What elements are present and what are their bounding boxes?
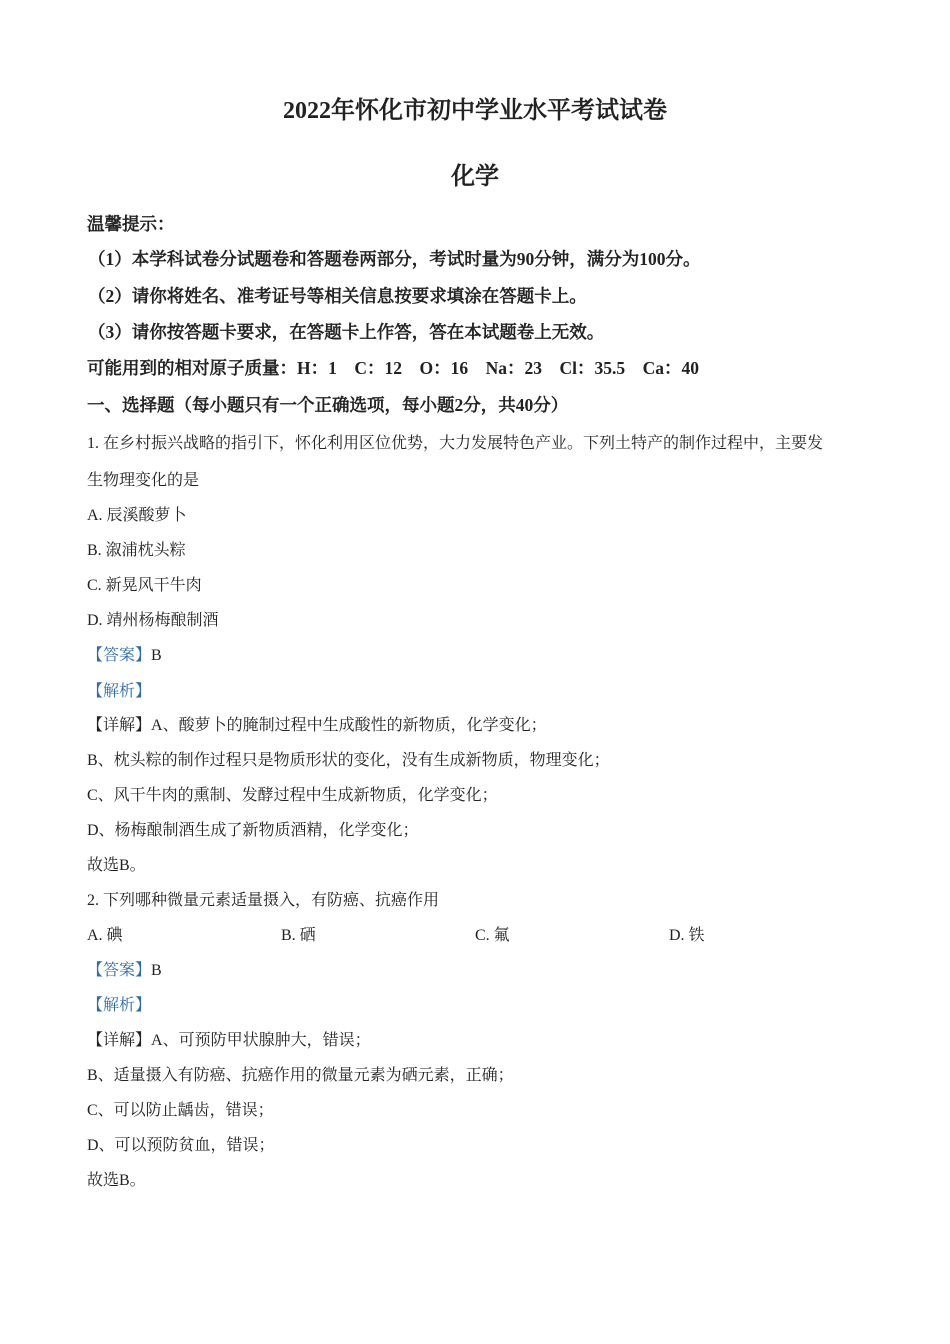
answer-value: B bbox=[151, 647, 162, 664]
answer-tag: 【答案】 bbox=[87, 962, 152, 979]
subject-title: 化学 bbox=[451, 164, 499, 190]
q2-option-d: D. 铁 bbox=[669, 927, 705, 944]
q2-detail-line bbox=[87, 1027, 371, 1050]
answer-value: B bbox=[151, 962, 162, 979]
q1-analysis bbox=[87, 678, 151, 701]
q1-detail-line bbox=[87, 712, 547, 735]
notice-heading: 温馨提示： bbox=[87, 214, 175, 234]
q1-detail-line: B、枕头粽的制作过程只是物质形状的变化，没有生成新物质，物理变化； bbox=[87, 752, 610, 769]
q1-option-a: A. 辰溪酸萝卜 bbox=[87, 507, 187, 524]
q2-option-a: A. 碘 bbox=[87, 927, 123, 944]
q2-detail-line: C、可以防止龋齿，错误； bbox=[87, 1102, 274, 1119]
q2-analysis bbox=[87, 992, 151, 1015]
q2-option-c: C. 氟 bbox=[475, 927, 510, 944]
q2-option-b: B. 硒 bbox=[281, 927, 316, 944]
analysis-tag: 【解析】 bbox=[87, 997, 152, 1014]
q1-detail-line: C、风干牛肉的熏制、发酵过程中生成新物质，化学变化； bbox=[87, 787, 498, 804]
notice-item: （2）请你将姓名、准考证号等相关信息按要求填涂在答题卡上。 bbox=[88, 286, 587, 306]
q1-detail-line: D、杨梅酿制酒生成了新物质酒精，化学变化； bbox=[87, 822, 419, 839]
detail-tag: 【详解】 bbox=[87, 1032, 152, 1049]
q2-stem: 2. 下列哪种微量元素适量摄入，有防癌、抗癌作用 bbox=[87, 892, 440, 909]
q1-stem-line2: 生物理变化的是 bbox=[87, 472, 200, 489]
q1-option-b: B. 溆浦枕头粽 bbox=[87, 542, 186, 559]
q1-stem-line1: 1. 在乡村振兴战略的指引下，怀化利用区位优势，大力发展特色产业。下列土特产的制作过程中，主要发 bbox=[87, 435, 824, 452]
exam-title: 2022年怀化市初中学业水平考试试卷 bbox=[283, 98, 667, 124]
q2-detail-line: D、可以预防贫血，错误； bbox=[87, 1137, 275, 1154]
q1-answer bbox=[87, 642, 162, 665]
notice-item: （1）本学科试卷分试题卷和答题卷两部分，考试时量为90分钟，满分为100分。 bbox=[88, 249, 701, 269]
atomic-masses: 可能用到的相对原子质量：H：1 C：12 O：16 Na：23 Cl：35.5 Ca：40 bbox=[87, 358, 700, 378]
notice-item: （3）请你按答题卡要求，在答题卡上作答，答在本试题卷上无效。 bbox=[88, 322, 605, 342]
q1-option-d: D. 靖州杨梅酿制酒 bbox=[87, 612, 219, 629]
q2-answer bbox=[87, 957, 162, 980]
q2-detail-line: B、适量摄入有防癌、抗癌作用的微量元素为硒元素，正确； bbox=[87, 1067, 514, 1084]
q2-conclusion: 故选B。 bbox=[87, 1172, 146, 1189]
section-heading: 一、选择题（每小题只有一个正确选项，每小题2分，共40分） bbox=[87, 395, 569, 415]
q1-option-c: C. 新晃风干牛肉 bbox=[87, 577, 202, 594]
answer-tag: 【答案】 bbox=[87, 647, 152, 664]
analysis-tag: 【解析】 bbox=[87, 683, 152, 700]
detail-text: A、可预防甲状腺肿大，错误； bbox=[151, 1032, 371, 1049]
q1-conclusion: 故选B。 bbox=[87, 857, 146, 874]
detail-text: A、酸萝卜的腌制过程中生成酸性的新物质，化学变化； bbox=[151, 717, 547, 734]
detail-tag: 【详解】 bbox=[87, 717, 152, 734]
